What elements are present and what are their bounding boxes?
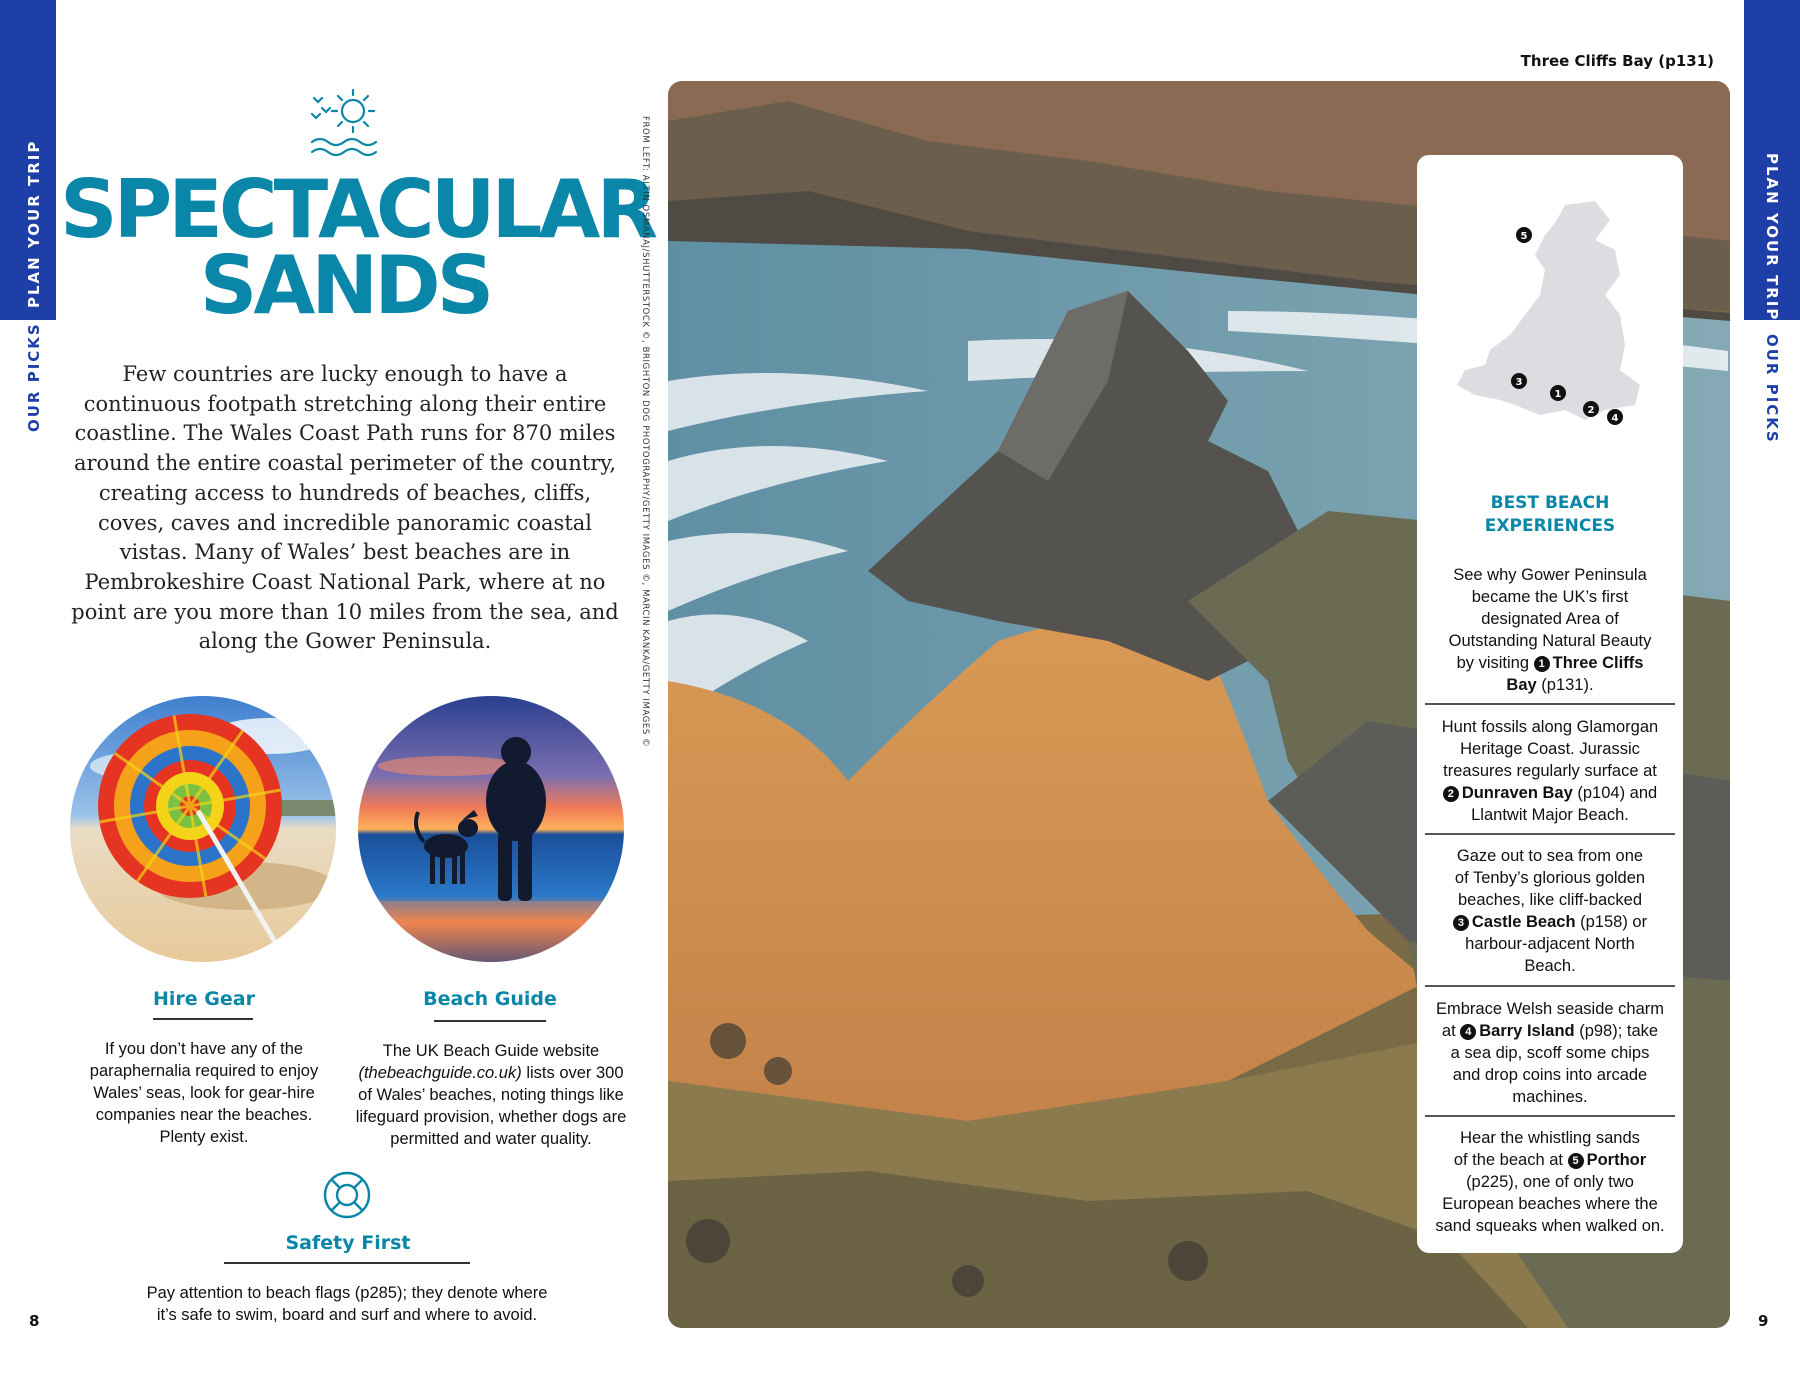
line: Gaze out to sea from one (1456, 847, 1644, 865)
tip-safety-rule (224, 1262, 470, 1264)
line-text: (p158) or (1575, 913, 1648, 931)
tip-safety-title: Safety First (285, 1232, 411, 1254)
experience-porthor (1425, 1127, 1675, 1237)
tip-hire-gear-text: If you don’t have any of the paraphernalia required to enjoy Wales’ seas, look for gear-hire companies near the beaches. Plenty exist. (89, 1040, 319, 1146)
tip-beach-guide-text-end: lists over 300 of Wales’ beaches, noting things like lifeguard provision, whether dogs are permitted and water quality. (355, 1064, 627, 1148)
title-line-1: SPECTACULAR (60, 163, 655, 256)
page-number-right: 9 (1758, 1312, 1769, 1330)
tip-beach-guide-rule (434, 1020, 546, 1022)
card-title-line-1: BEST BEACH (1490, 493, 1610, 513)
tip-hire-gear-rule (153, 1018, 253, 1020)
line: and drop coins into arcade (1452, 1066, 1648, 1084)
line: Embrace Welsh seaside charm (1435, 1000, 1665, 1018)
line: became the UK’s first (1471, 588, 1629, 606)
beach-name: Bay (1506, 676, 1537, 694)
experience-tenby (1425, 845, 1675, 977)
line-text: (p104) and (1572, 784, 1658, 802)
line: See why Gower Peninsula (1453, 566, 1647, 584)
tip-safety-text: Pay attention to beach flags (p285); they denote where it’s safe to swim, board and surf and where to avoid. (146, 1284, 548, 1324)
left-tab-label: PLAN YOUR TRIP (25, 139, 43, 308)
tip-hire-gear-title: Hire Gear (153, 988, 255, 1010)
line: treasures regularly surface at (1443, 762, 1657, 780)
tip-beach-guide-text (354, 1040, 628, 1150)
line-text: at (1441, 1022, 1461, 1040)
marker-3-icon: 3 (1453, 915, 1469, 931)
map-marker-2: 2 (1587, 405, 1595, 416)
line: Outstanding Natural Beauty (1448, 632, 1652, 650)
line (1425, 782, 1675, 804)
line: sand squeaks when walked on. (1435, 1217, 1665, 1235)
line (1425, 674, 1675, 696)
map-marker-3: 3 (1515, 377, 1523, 388)
experience-barry (1425, 998, 1675, 1108)
marker-1-icon: 1 (1534, 656, 1550, 672)
left-section-label: OUR PICKS (25, 322, 43, 432)
marker-5-icon: 5 (1568, 1153, 1584, 1169)
divider (1425, 1115, 1675, 1117)
line: (p225), one of only two (1466, 1173, 1634, 1191)
line: of Tenby’s glorious golden (1454, 869, 1646, 887)
photo-caption: Three Cliffs Bay (p131) (1520, 52, 1714, 70)
beach-name: Barry Island (1479, 1022, 1575, 1040)
line: harbour-adjacent North (1465, 935, 1635, 953)
sun-waves-icon (308, 86, 384, 162)
divider (1425, 703, 1675, 705)
line: Beach. (1524, 957, 1576, 975)
wales-map (1445, 195, 1655, 435)
card-title-line-2: EXPERIENCES (1484, 516, 1616, 536)
divider (1425, 833, 1675, 835)
experience-gower (1425, 564, 1675, 696)
line: European beaches where the (1442, 1195, 1658, 1213)
line (1425, 911, 1675, 933)
line: Llantwit Major Beach. (1471, 806, 1629, 824)
beach-name: Three Cliffs (1552, 654, 1644, 672)
photo-credit: FROM LEFT: ALTIN OSMANAJ/SHUTTERSTOCK ©, BRIGHTON DOG PHOTOGRAPHY/GETTY IMAGES ©, MARCIN KANKA/GETTY IMAGES © (640, 116, 650, 748)
intro-paragraph: Few countries are lucky enough to have a continuous footpath stretching along their entire coastline. The Wales Coast Path runs for 870 miles around the entire coastal perimeter of the country, creating access to hundreds of beaches, cliffs, coves, caves and incredible panoramic coastal vistas. Many of Wales’ best beaches are in Pembrokeshire Coast National Park, where at no point are you more than 10 miles from the sea, and along the Gower Peninsula. (71, 362, 619, 654)
line-text: (p131). (1536, 676, 1594, 694)
right-tab-label: PLAN YOUR TRIP (1763, 153, 1781, 322)
marker-2-icon: 2 (1443, 786, 1459, 802)
line (1425, 652, 1675, 674)
line-text: of the beach at (1453, 1151, 1568, 1169)
line: beaches, like cliff-backed (1457, 891, 1643, 909)
line: designated Area of (1481, 610, 1619, 628)
line-text: by visiting (1456, 654, 1534, 672)
right-section-label: OUR PICKS (1763, 334, 1781, 444)
card-title (1417, 492, 1683, 538)
beach-umbrella-photo (70, 696, 336, 962)
beach-name: Castle Beach (1471, 913, 1576, 931)
beach-guide-website: (thebeachguide.co.uk) (358, 1064, 522, 1082)
line (1425, 1149, 1675, 1171)
line (1425, 1020, 1675, 1042)
line: Heritage Coast. Jurassic (1460, 740, 1640, 758)
line-text: (p98); take (1574, 1022, 1659, 1040)
best-beach-card (1417, 155, 1683, 1253)
lifebuoy-icon (322, 1170, 372, 1220)
experience-dunraven (1425, 716, 1675, 826)
line: Hear the whistling sands (1460, 1129, 1640, 1147)
page-title (60, 163, 655, 332)
line: a sea dip, scoff some chips (1450, 1044, 1650, 1062)
line: Hunt fossils along Glamorgan (1441, 718, 1659, 736)
title-line-2: SANDS (199, 239, 491, 332)
tip-beach-guide-text-start: The UK Beach Guide website (382, 1042, 600, 1060)
marker-4-icon: 4 (1460, 1024, 1476, 1040)
beach-name: Porthor (1586, 1151, 1647, 1169)
beach-name: Dunraven Bay (1461, 784, 1573, 802)
tip-beach-guide-title: Beach Guide (423, 988, 557, 1010)
map-marker-4: 4 (1611, 413, 1619, 424)
map-marker-5: 5 (1520, 231, 1528, 242)
page-number-left: 8 (29, 1312, 40, 1330)
line: machines. (1512, 1088, 1588, 1106)
dog-sunset-photo (358, 696, 624, 962)
map-marker-1: 1 (1554, 389, 1562, 400)
divider (1425, 985, 1675, 987)
